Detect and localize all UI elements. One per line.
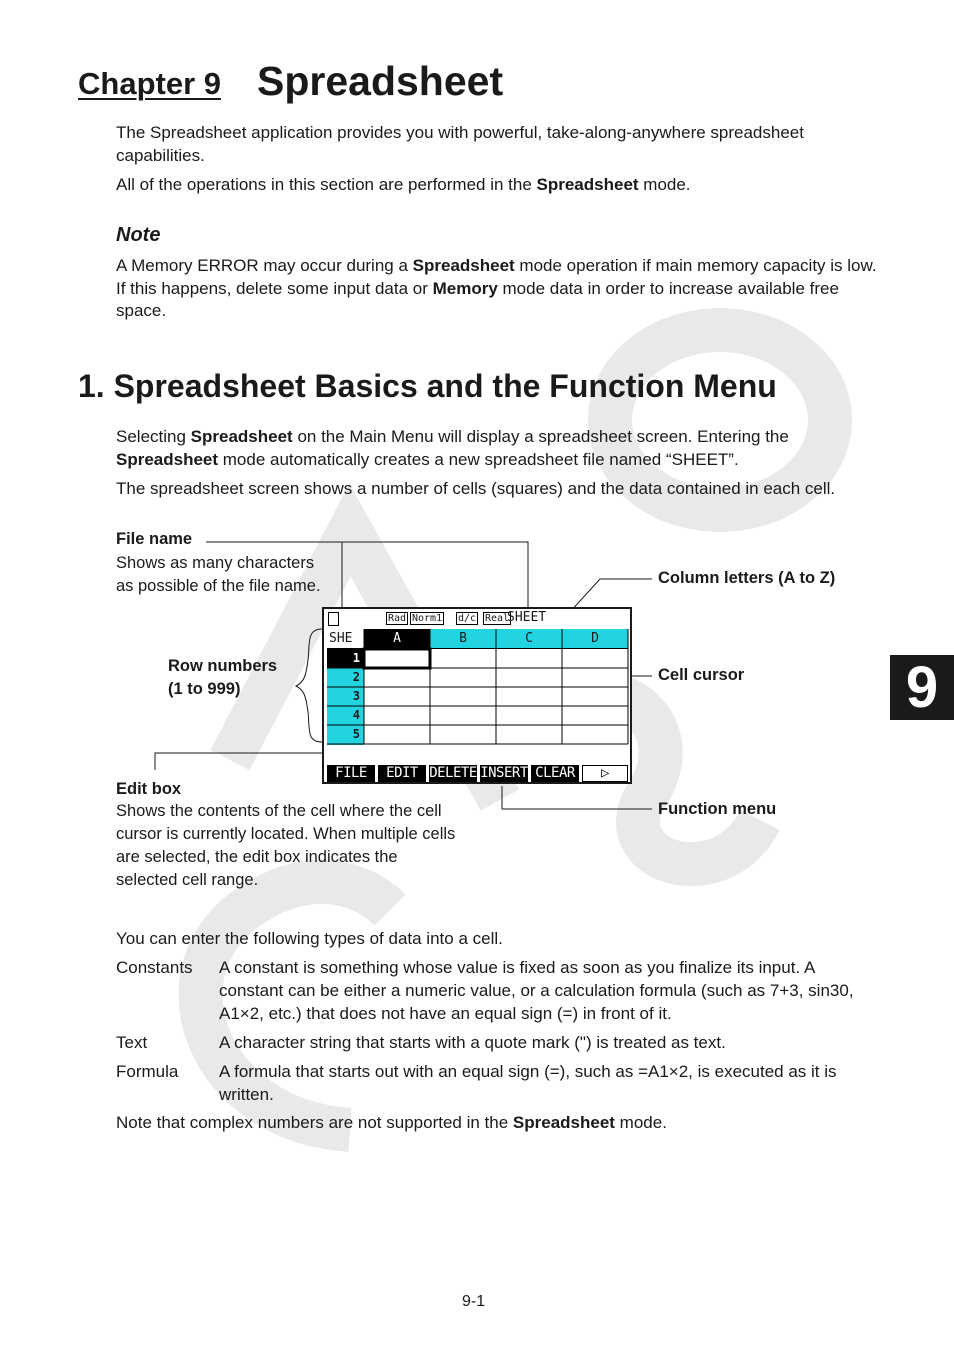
note-text: A Memory ERROR may occur during a Spreadsheet mode operation if main memory capacity is low. If this happens, delete some input data or Memory mode data in order to increase available free space. xyxy=(116,256,877,320)
type-term: Constants xyxy=(116,958,193,977)
fkey-clear[interactable]: CLEAR xyxy=(531,765,579,782)
status-rad: Rad xyxy=(388,613,407,624)
row-numbers-callout-range: (1 to 999) xyxy=(168,680,241,698)
type-description: A character string that starts with a quote mark (") is treated as text. xyxy=(219,1033,726,1052)
types-footer: Note that complex numbers are not supported in the Spreadsheet mode. xyxy=(116,1113,667,1132)
type-term: Formula xyxy=(116,1062,179,1081)
fkey-insert[interactable]: INSERT xyxy=(480,765,528,781)
intro-paragraph-2: All of the operations in this section are performed in the Spreadsheet mode. xyxy=(116,175,691,194)
list-item xyxy=(116,1060,866,1112)
section-title: 1. Spreadsheet Basics and the Function Menu xyxy=(78,368,777,404)
function-menu-callout: Function menu xyxy=(658,800,777,818)
row-header-2: 2 xyxy=(352,670,360,684)
types-intro: You can enter the following types of data into a cell. xyxy=(116,929,503,948)
type-description: A formula that starts out with an equal sign (=), such as =A1×2, is executed as it is written. xyxy=(219,1062,837,1104)
intro-paragraph-1: The Spreadsheet application provides you with powerful, take-along-anywhere spreadsheet capabilities. xyxy=(116,123,804,165)
status-file-name: SHEET xyxy=(507,610,547,625)
type-description: A constant is something whose value is fixed as soon as you finalize its input. A constant can be either a numeric value, or a calculation formula (such as 7+3, sin30, A1×2, etc.) that does not have an equal sign (=) in front of it. xyxy=(219,958,854,1023)
fkey-edit[interactable]: EDIT xyxy=(378,765,426,782)
cell-cursor-callout: Cell cursor xyxy=(658,666,745,684)
status-norm: Norm1 xyxy=(412,613,443,624)
chapter-title: Spreadsheet xyxy=(257,58,504,104)
row-numbers-callout-title: Row numbers xyxy=(168,657,278,675)
list-item xyxy=(116,956,866,1031)
corner-label: SHE xyxy=(329,631,353,646)
section-paragraph-2: The spreadsheet screen shows a number of cells (squares) and the data contained in each cell. xyxy=(116,479,836,498)
type-term: Text xyxy=(116,1033,148,1052)
chapter-label: Chapter 9 xyxy=(78,66,221,101)
row-header-1: 1 xyxy=(352,651,360,665)
edit-box-callout-title: Edit box xyxy=(116,780,182,798)
row-header-5: 5 xyxy=(352,727,360,741)
chapter-tab: 9 xyxy=(890,655,954,720)
battery-icon xyxy=(328,612,339,626)
cell-cursor xyxy=(364,649,430,668)
column-header-c: C xyxy=(525,631,533,646)
data-types-list xyxy=(116,956,866,1112)
row-header-3: 3 xyxy=(352,689,360,703)
edit-box-callout-text: Shows the contents of the cell where the cell cursor is currently located. When multiple cells are selected, the edit box indicates the selected cell range. xyxy=(116,802,456,889)
column-header-d: D xyxy=(591,631,599,646)
status-real: Real xyxy=(485,613,510,624)
note-heading: Note xyxy=(116,224,161,246)
status-dc: d/c xyxy=(458,613,477,624)
file-name-callout-text: Shows as many characters as possible of the file name. xyxy=(116,554,321,595)
fkey-delete[interactable]: DELETE xyxy=(429,765,477,781)
column-header-b: B xyxy=(459,631,467,646)
section-paragraph-1: Selecting Spreadsheet on the Main Menu will display a spreadsheet screen. Entering the Spreadsheet mode automatically creates a new spreadsheet file named “SHEET”. xyxy=(116,427,789,469)
calculator-screen xyxy=(322,607,632,784)
fkey-next-arrow-icon[interactable]: ▷ xyxy=(582,765,628,782)
page-number: 9-1 xyxy=(462,1293,486,1310)
fkey-file[interactable]: FILE xyxy=(327,765,375,782)
column-header-a: A xyxy=(393,631,401,646)
column-letters-callout: Column letters (A to Z) xyxy=(658,569,836,587)
list-item xyxy=(116,1031,866,1060)
file-name-callout-title: File name xyxy=(116,530,193,548)
row-header-4: 4 xyxy=(352,708,360,722)
